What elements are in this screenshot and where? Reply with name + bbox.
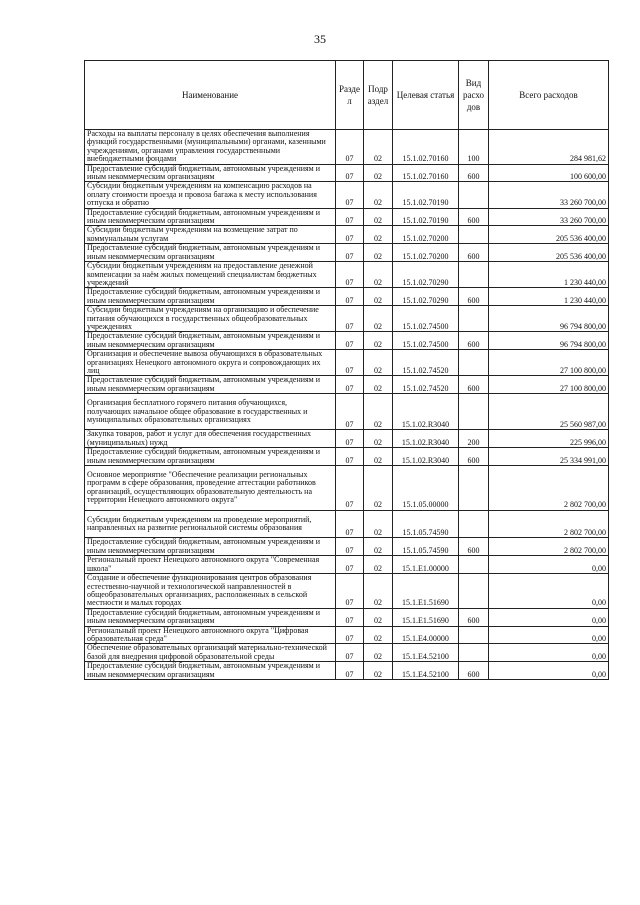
row-name: Субсидии бюджетным учреждениям на организацию и обеспечение питания обучающихся в государственных общеобразовательных учреждениях (85, 306, 336, 332)
row-total: 1 230 440,00 (489, 262, 609, 288)
row-type (459, 350, 489, 376)
row-type (459, 644, 489, 662)
row-type: 600 (459, 448, 489, 466)
row-section: 07 (336, 448, 364, 466)
row-section: 07 (336, 208, 364, 226)
row-target: 15.1.02.74500 (393, 332, 459, 350)
row-total: 27 100 800,00 (489, 350, 609, 376)
row-subsection: 02 (364, 538, 393, 556)
table-row (85, 538, 609, 556)
table-row (85, 430, 609, 448)
row-subsection: 02 (364, 510, 393, 538)
row-total: 96 794 800,00 (489, 306, 609, 332)
row-total: 2 802 700,00 (489, 466, 609, 511)
row-target: 15.1.02.70200 (393, 244, 459, 262)
row-section: 07 (336, 376, 364, 394)
row-total: 0,00 (489, 556, 609, 574)
table-row (85, 608, 609, 626)
row-total: 0,00 (489, 662, 609, 680)
row-total: 0,00 (489, 608, 609, 626)
row-target: 15.1.02.70160 (393, 130, 459, 165)
row-name: Создание и обеспечение функционирования центров образования естественно-научной и технологической направленностей в общеобразовательных организациях, расположенных в сельской местности и малых городах (85, 574, 336, 609)
row-target: 15.1.05.74590 (393, 510, 459, 538)
row-name: Предоставление субсидий бюджетным, автономным учреждениям и иным некоммерческим организациям (85, 448, 336, 466)
row-section: 07 (336, 644, 364, 662)
col-header-subsection: Подр аздел (364, 61, 393, 130)
row-total: 284 981,62 (489, 130, 609, 165)
row-total: 25 334 991,00 (489, 448, 609, 466)
row-target: 15.1.02.74520 (393, 350, 459, 376)
row-total: 1 230 440,00 (489, 288, 609, 306)
table-row (85, 448, 609, 466)
row-subsection: 02 (364, 182, 393, 208)
row-target: 15.1.E1.00000 (393, 556, 459, 574)
row-subsection: 02 (364, 350, 393, 376)
row-name: Предоставление субсидий бюджетным, автономным учреждениям и иным некоммерческим организациям (85, 332, 336, 350)
row-subsection: 02 (364, 164, 393, 182)
table-row (85, 662, 609, 680)
row-target: 15.1.02.70200 (393, 226, 459, 244)
row-type (459, 626, 489, 644)
row-subsection: 02 (364, 574, 393, 609)
row-type (459, 262, 489, 288)
row-target: 15.1.02.70160 (393, 164, 459, 182)
row-name: Закупка товаров, работ и услуг для обеспечения государственных (муниципальных) нужд (85, 430, 336, 448)
row-type (459, 306, 489, 332)
table-row (85, 288, 609, 306)
row-target: 15.1.02.74520 (393, 376, 459, 394)
row-name: Региональный проект Ненецкого автономного округа "Цифровая образовательная среда" (85, 626, 336, 644)
row-section: 07 (336, 608, 364, 626)
row-type: 600 (459, 608, 489, 626)
row-section: 07 (336, 164, 364, 182)
row-section: 07 (336, 350, 364, 376)
budget-table (84, 60, 609, 680)
row-target: 15.1.05.00000 (393, 466, 459, 511)
row-total: 0,00 (489, 626, 609, 644)
row-subsection: 02 (364, 288, 393, 306)
row-subsection: 02 (364, 226, 393, 244)
row-total: 25 560 987,00 (489, 394, 609, 430)
row-target: 15.1.02.70190 (393, 208, 459, 226)
table-row (85, 306, 609, 332)
row-total: 225 996,00 (489, 430, 609, 448)
col-header-section: Разде л (336, 61, 364, 130)
table-row (85, 164, 609, 182)
row-section: 07 (336, 306, 364, 332)
row-target: 15.1.E1.51690 (393, 608, 459, 626)
row-section: 07 (336, 626, 364, 644)
row-total: 100 600,00 (489, 164, 609, 182)
row-name: Субсидии бюджетным учреждениям на возмещение затрат по коммунальным услугам (85, 226, 336, 244)
table-row (85, 510, 609, 538)
row-total: 2 802 700,00 (489, 510, 609, 538)
row-target: 15.1.02.R3040 (393, 448, 459, 466)
row-subsection: 02 (364, 466, 393, 511)
row-subsection: 02 (364, 556, 393, 574)
row-total: 27 100 800,00 (489, 376, 609, 394)
row-type: 600 (459, 288, 489, 306)
row-section: 07 (336, 430, 364, 448)
row-subsection: 02 (364, 376, 393, 394)
row-type (459, 510, 489, 538)
row-name: Субсидии бюджетным учреждениям на проведение мероприятий, направленных на развитие региональной системы образования (85, 510, 336, 538)
row-target: 15.1.02.R3040 (393, 430, 459, 448)
row-total: 205 536 400,00 (489, 226, 609, 244)
table-row (85, 574, 609, 609)
row-section: 07 (336, 662, 364, 680)
row-section: 07 (336, 510, 364, 538)
row-name: Предоставление субсидий бюджетным, автономным учреждениям и иным некоммерческим организациям (85, 538, 336, 556)
row-name: Предоставление субсидий бюджетным, автономным учреждениям и иным некоммерческим организациям (85, 208, 336, 226)
row-type: 100 (459, 130, 489, 165)
row-type (459, 574, 489, 609)
col-header-target: Целевая статья (393, 61, 459, 130)
row-total: 205 536 400,00 (489, 244, 609, 262)
row-section: 07 (336, 130, 364, 165)
row-subsection: 02 (364, 208, 393, 226)
table-row (85, 130, 609, 165)
row-name: Субсидии бюджетным учреждениям на предоставление денежной компенсации за наём жилых помещений специалистам бюджетных учреждений (85, 262, 336, 288)
row-subsection: 02 (364, 394, 393, 430)
row-type: 600 (459, 244, 489, 262)
row-target: 15.1.02.R3040 (393, 394, 459, 430)
table-row (85, 244, 609, 262)
row-type (459, 466, 489, 511)
row-name: Региональный проект Ненецкого автономного округа "Современная школа" (85, 556, 336, 574)
row-name: Основное мероприятие "Обеспечение реализации региональных программ в сфере образования, проведение аттестации работников организаций, осуществляющих образовательную деятельность на территории Ненецкого автономного округа" (85, 466, 336, 511)
row-name: Обеспечение образовательных организаций материально-технической базой для внедрения цифровой образовательной среды (85, 644, 336, 662)
table-row (85, 626, 609, 644)
table-row (85, 644, 609, 662)
col-header-type: Вид расхо дов (459, 61, 489, 130)
table-header-row (85, 61, 609, 130)
row-name: Предоставление субсидий бюджетным, автономным учреждениям и иным некоммерческим организациям (85, 288, 336, 306)
row-section: 07 (336, 262, 364, 288)
row-subsection: 02 (364, 262, 393, 288)
row-subsection: 02 (364, 130, 393, 165)
row-subsection: 02 (364, 608, 393, 626)
row-total: 0,00 (489, 574, 609, 609)
row-name: Субсидии бюджетным учреждениям на компенсацию расходов на оплату стоимости проезда и провоза багажа к месту использования отпуска и обратно (85, 182, 336, 208)
row-subsection: 02 (364, 626, 393, 644)
table-row (85, 182, 609, 208)
row-total: 0,00 (489, 644, 609, 662)
table-row (85, 226, 609, 244)
row-section: 07 (336, 244, 364, 262)
row-name: Предоставление субсидий бюджетным, автономным учреждениям и иным некоммерческим организациям (85, 376, 336, 394)
row-section: 07 (336, 288, 364, 306)
row-total: 33 260 700,00 (489, 208, 609, 226)
row-name: Предоставление субсидий бюджетным, автономным учреждениям и иным некоммерческим организациям (85, 244, 336, 262)
row-type: 600 (459, 332, 489, 350)
table-row (85, 556, 609, 574)
row-target: 15.1.E1.51690 (393, 574, 459, 609)
row-target: 15.1.E4.52100 (393, 644, 459, 662)
row-name: Организация и обеспечение вывоза обучающихся в образовательных организациях Ненецкого автономного округа и сопровождающих их лиц (85, 350, 336, 376)
row-target: 15.1.02.70290 (393, 288, 459, 306)
row-section: 07 (336, 538, 364, 556)
table-row (85, 350, 609, 376)
row-total: 96 794 800,00 (489, 332, 609, 350)
row-type (459, 394, 489, 430)
row-subsection: 02 (364, 448, 393, 466)
col-header-name: Наименование (85, 61, 336, 130)
row-section: 07 (336, 574, 364, 609)
row-section: 07 (336, 182, 364, 208)
row-section: 07 (336, 226, 364, 244)
row-type: 600 (459, 662, 489, 680)
col-header-total: Всего расходов (489, 61, 609, 130)
row-subsection: 02 (364, 332, 393, 350)
row-type (459, 182, 489, 208)
row-subsection: 02 (364, 244, 393, 262)
row-type: 600 (459, 208, 489, 226)
row-target: 15.1.E4.00000 (393, 626, 459, 644)
row-name: Предоставление субсидий бюджетным, автономным учреждениям и иным некоммерческим организациям (85, 608, 336, 626)
table-row (85, 332, 609, 350)
row-total: 2 802 700,00 (489, 538, 609, 556)
row-type (459, 226, 489, 244)
page-number: 35 (314, 32, 326, 46)
table-row (85, 394, 609, 430)
row-subsection: 02 (364, 662, 393, 680)
row-section: 07 (336, 466, 364, 511)
row-type: 600 (459, 538, 489, 556)
row-subsection: 02 (364, 430, 393, 448)
row-section: 07 (336, 556, 364, 574)
table-row (85, 376, 609, 394)
row-type: 200 (459, 430, 489, 448)
row-type: 600 (459, 376, 489, 394)
row-total: 33 260 700,00 (489, 182, 609, 208)
row-section: 07 (336, 394, 364, 430)
row-name: Предоставление субсидий бюджетным, автономным учреждениям и иным некоммерческим организациям (85, 164, 336, 182)
table-row (85, 208, 609, 226)
row-name: Расходы на выплаты персоналу в целях обеспечения выполнения функций государственными (муниципальными) органами, казенными учреждениями, органами управления государственными внебюджетными фондами (85, 130, 336, 165)
row-section: 07 (336, 332, 364, 350)
row-type: 600 (459, 164, 489, 182)
table-row (85, 466, 609, 511)
row-target: 15.1.E4.52100 (393, 662, 459, 680)
row-target: 15.1.02.70290 (393, 262, 459, 288)
row-name: Организация бесплатного горячего питания обучающихся, получающих начальное общее образование в государственных и муниципальных образовательных организациях (85, 394, 336, 430)
row-target: 15.1.05.74590 (393, 538, 459, 556)
row-subsection: 02 (364, 644, 393, 662)
row-type (459, 556, 489, 574)
row-target: 15.1.02.70190 (393, 182, 459, 208)
row-name: Предоставление субсидий бюджетным, автономным учреждениям и иным некоммерческим организациям (85, 662, 336, 680)
table-row (85, 262, 609, 288)
row-subsection: 02 (364, 306, 393, 332)
row-target: 15.1.02.74500 (393, 306, 459, 332)
